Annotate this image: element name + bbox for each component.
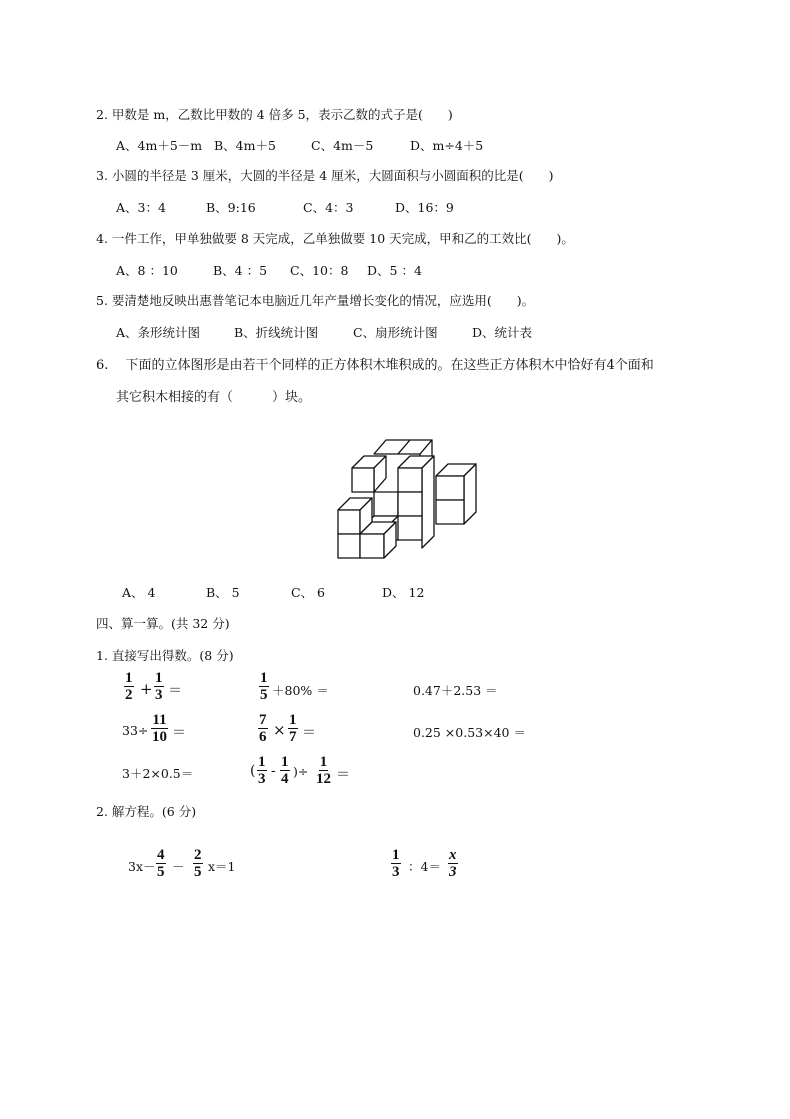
- fraction: $\frac{11}{10}$: [152, 712, 167, 745]
- plus-sign: +: [140, 680, 153, 698]
- equation-text: x＝1: [208, 859, 236, 874]
- cube-face: [352, 468, 374, 492]
- fraction: $\frac{1}{4}$: [281, 754, 289, 787]
- q6-option-c[interactable]: C、 6: [291, 585, 325, 600]
- q5-option-c[interactable]: C、扇形统计图: [353, 325, 438, 340]
- expression-text: )÷: [293, 764, 309, 779]
- fraction: $\frac{4}{5}$: [157, 847, 165, 880]
- fraction: $\frac{1}{7}$: [289, 712, 297, 745]
- q3-stem: 3. 小圆的半径是 3 厘米，大圆的半径是 4 厘米，大圆面积与小圆面积的比是( ): [96, 168, 554, 183]
- q4-option-c[interactable]: C、10：8: [290, 263, 349, 278]
- minus-sign: -: [271, 763, 276, 779]
- cube-face: [422, 456, 434, 548]
- fraction: $\frac{2}{5}$: [194, 847, 202, 880]
- expression-text: 33÷: [122, 723, 149, 738]
- expression-text: 0.47＋2.53 ＝: [413, 683, 498, 698]
- fraction: $\frac{1}{2}$: [125, 670, 133, 703]
- q2-option-a[interactable]: A、4m＋5－m: [116, 138, 203, 153]
- equation-text: ：4＝: [408, 859, 441, 874]
- q3-option-c[interactable]: C、4：3: [303, 200, 354, 215]
- expression-text: 0.25 ×0.53×40 ＝: [413, 725, 526, 740]
- q6-option-a[interactable]: A、 4: [122, 585, 156, 600]
- q4-stem: 4. 一件工作，甲单独做要 8 天完成，乙单独做要 10 天完成，甲和乙的工效比( )。: [96, 231, 574, 246]
- cube-face: [436, 476, 464, 500]
- expression-text: 3＋2×0.5＝: [122, 766, 194, 781]
- equals-sign: ＝: [168, 683, 182, 699]
- equals-sign: ＝: [336, 767, 350, 783]
- q3-option-a[interactable]: A、3：4: [116, 200, 166, 215]
- cube-face: [398, 492, 422, 516]
- q6-stem-line1: 6. 下面的立体图形是由若干个同样的正方体积木堆积成的。在这些正方体积木中恰好有4个面和: [96, 358, 654, 373]
- equals-sign: ＝: [302, 725, 316, 741]
- paren-open: (: [250, 763, 256, 779]
- cube-face: [436, 500, 464, 524]
- q4-option-a[interactable]: A、8 ：10: [116, 263, 178, 278]
- q6-option-b[interactable]: B、 5: [206, 585, 240, 600]
- q5-stem: 5. 要清楚地反映出惠普笔记本电脑近几年产量增长变化的情况，应选用( )。: [96, 293, 535, 308]
- fraction: $\frac{1}{12}$: [316, 754, 331, 787]
- fraction: $\frac{1}{5}$: [260, 670, 268, 703]
- q2-option-c[interactable]: C、4m－5: [311, 138, 374, 153]
- fraction: $\frac{1}{3}$: [258, 754, 266, 787]
- cube-face: [398, 468, 422, 492]
- q5-option-a[interactable]: A、条形统计图: [116, 325, 201, 340]
- q2-option-b[interactable]: B、4m＋5: [214, 138, 276, 153]
- q3-option-b[interactable]: B、9:16: [206, 200, 256, 215]
- calc2-title: 2. 解方程。(6 分): [96, 804, 197, 819]
- fraction: $\frac{1}{3}$: [155, 670, 163, 703]
- calc1-title: 1. 直接写出得数。(8 分): [96, 648, 234, 663]
- equals-sign: ＝: [172, 725, 186, 741]
- fraction: $\frac{7}{6}$: [259, 712, 267, 745]
- q6-option-d[interactable]: D、 12: [382, 585, 425, 600]
- q5-option-d[interactable]: D、统计表: [472, 325, 533, 340]
- fraction: $\frac{1}{3}$: [392, 847, 400, 880]
- cube-face: [374, 492, 398, 516]
- fraction: $\frac{x}{3}$: [449, 847, 457, 880]
- stacked-cubes-figure: [334, 436, 482, 560]
- q3-option-d[interactable]: D、16：9: [395, 200, 454, 215]
- times-sign: ×: [273, 721, 286, 739]
- expression-text: ＋80% ＝: [272, 683, 329, 698]
- cube-face: [338, 534, 360, 558]
- cube-face: [398, 516, 422, 540]
- q2-stem: 2. 甲数是 m，乙数比甲数的 4 倍多 5，表示乙数的式子是( ): [96, 107, 453, 122]
- equation-text: 3x－: [128, 859, 156, 874]
- cube-face: [360, 534, 384, 558]
- q4-option-d[interactable]: D、5 ：4: [367, 263, 422, 278]
- q6-stem-line2: 其它积木相接的有（ ）块。: [116, 390, 312, 405]
- q5-option-b[interactable]: B、折线统计图: [234, 325, 319, 340]
- q4-option-b[interactable]: B、4 ：5: [213, 263, 268, 278]
- cube-face: [338, 510, 360, 534]
- section4-title: 四、算一算。(共 32 分): [96, 616, 230, 631]
- q2-option-d[interactable]: D、m÷4＋5: [410, 138, 484, 153]
- minus-sign: －: [172, 859, 185, 874]
